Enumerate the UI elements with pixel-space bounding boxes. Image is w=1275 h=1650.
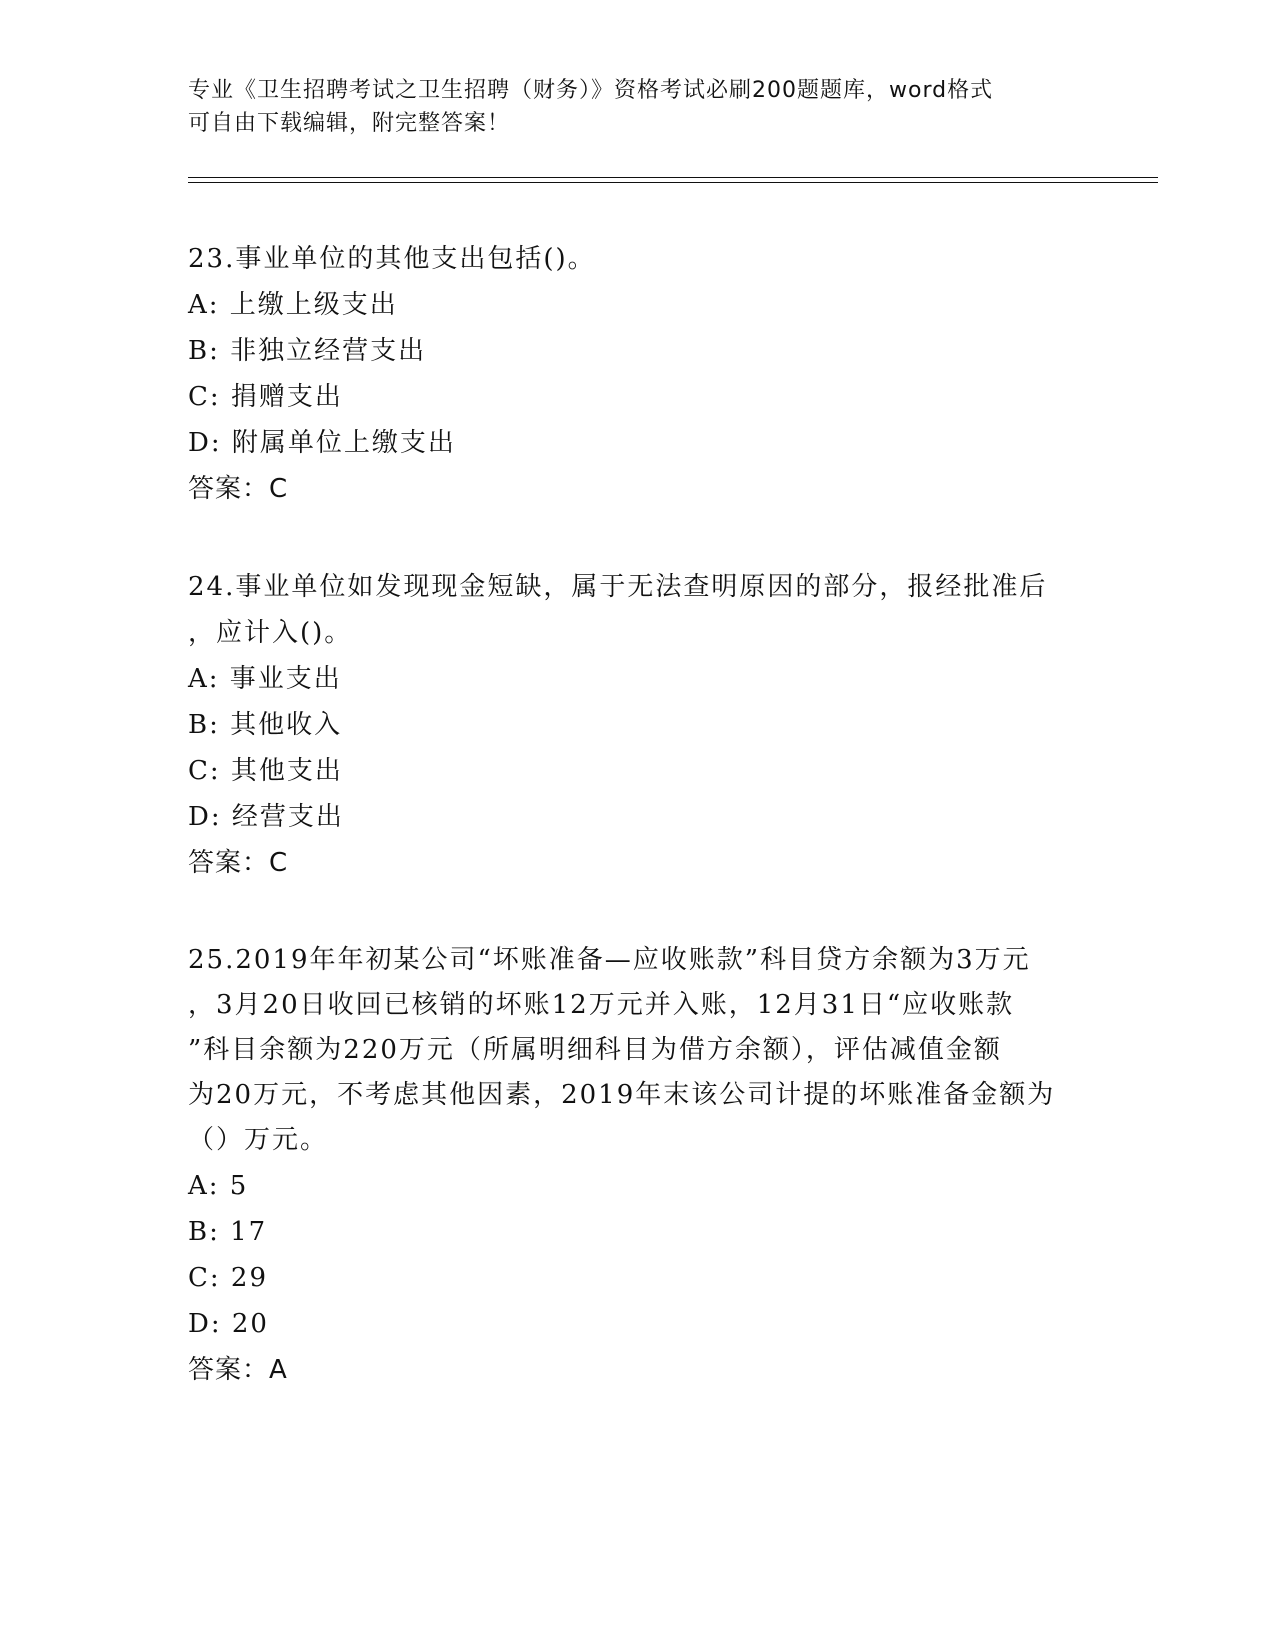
question-list	[188, 236, 1088, 1445]
answer-label: 答案：C	[188, 474, 289, 504]
question-stem-line-3: ”科目余额为220万元（所属明细科目为借方余额），评估减值金额	[188, 1035, 1002, 1065]
option-b: B: 其他收入	[188, 710, 343, 740]
option-c: C: 其他支出	[188, 756, 343, 786]
header-line-2: 可自由下载编辑，附完整答案！	[188, 111, 511, 136]
question-25	[188, 938, 1088, 1393]
option-b: B: 非独立经营支出	[188, 336, 427, 366]
option-a: A: 事业支出	[188, 664, 342, 694]
header-divider-top	[188, 177, 1158, 178]
option-c: C: 29	[188, 1263, 269, 1293]
header-divider-bottom	[188, 182, 1158, 183]
option-b: B: 17	[188, 1217, 268, 1247]
question-23	[188, 236, 1088, 512]
option-d: D: 附属单位上缴支出	[188, 428, 456, 458]
question-stem: 23.事业单位的其他支出包括()。	[188, 244, 596, 274]
option-d: D: 20	[188, 1309, 269, 1339]
question-stem-line-5: （）万元。	[188, 1125, 329, 1155]
option-d: D: 经营支出	[188, 802, 344, 832]
question-stem-line-2: ，应计入()。	[188, 618, 353, 648]
question-stem-line-4: 为20万元，不考虑其他因素，2019年末该公司计提的坏账准备金额为	[188, 1080, 1056, 1110]
document-header	[188, 74, 1088, 140]
answer-label: 答案：A	[188, 1355, 288, 1385]
header-line-1: 专业《卫生招聘考试之卫生招聘（财务）》资格考试必刷200题题库，word格式	[188, 78, 994, 103]
option-a: A: 5	[188, 1171, 249, 1201]
question-24	[188, 564, 1088, 886]
question-stem-line-1: 24.事业单位如发现现金短缺，属于无法查明原因的部分，报经批准后	[188, 572, 1048, 602]
answer-label: 答案：C	[188, 848, 289, 878]
option-a: A: 上缴上级支出	[188, 290, 398, 320]
option-c: C: 捐赠支出	[188, 382, 343, 412]
question-stem-line-2: ，3月20日收回已核销的坏账12万元并入账，12月31日“应收账款	[188, 990, 1015, 1020]
question-stem-line-1: 25.2019年年初某公司“坏账准备—应收账款”科目贷方余额为3万元	[188, 945, 1031, 975]
